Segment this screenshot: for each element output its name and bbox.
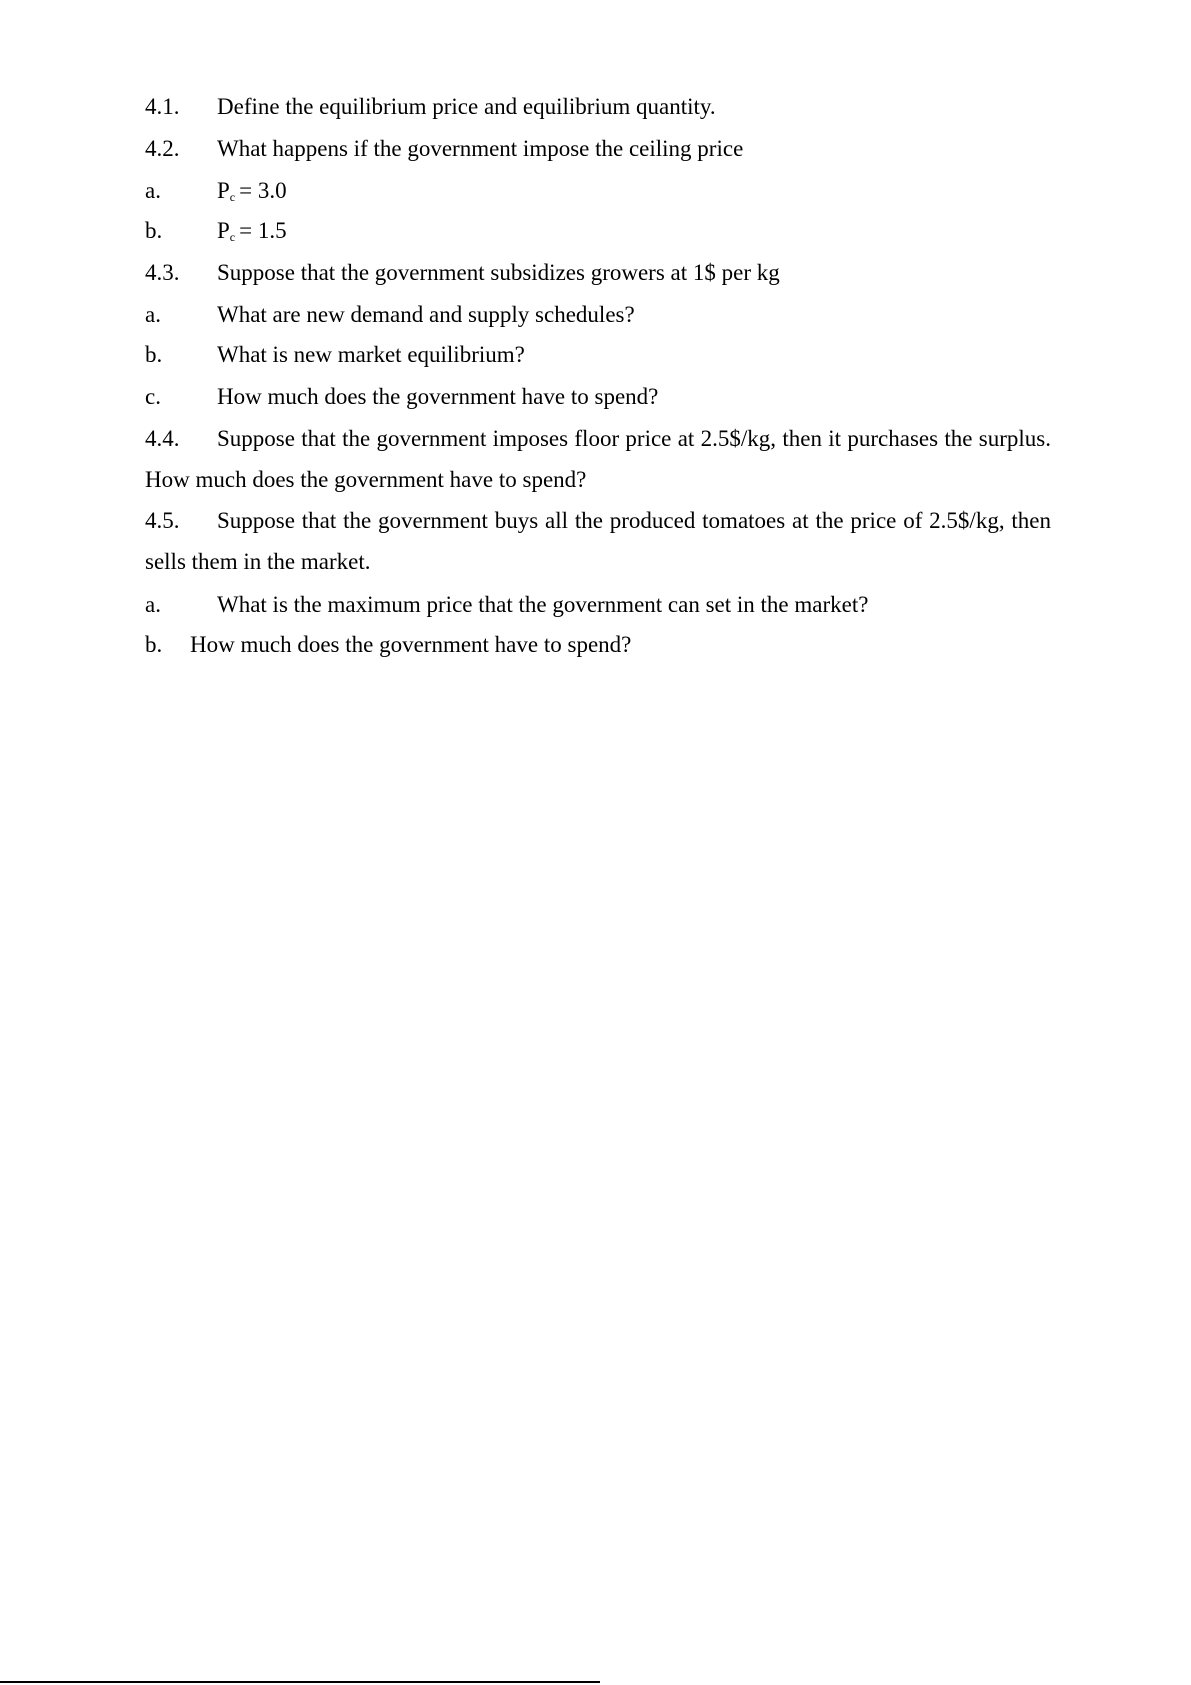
- question-text: Suppose that the government subsidizes growers at 1$ per kg: [217, 260, 780, 285]
- question-4-3-a: [145, 301, 635, 329]
- question-text: How much does the government have to spend?: [217, 384, 659, 409]
- price-subscript: c: [229, 190, 236, 204]
- question-text: What happens if the government impose the ceiling price: [217, 136, 744, 161]
- question-4-4: [145, 418, 1051, 500]
- question-4-2: [145, 135, 743, 163]
- price-subscript: c: [229, 230, 236, 244]
- item-letter: a.: [145, 302, 161, 327]
- question-number: 4.1.: [145, 94, 180, 119]
- question-text: What is new market equilibrium?: [217, 342, 525, 367]
- question-4-2-a: [145, 177, 287, 205]
- question-4-2-b: [145, 217, 287, 245]
- question-text: Suppose that the government buys all the produced tomatoes at the price of 2.5$/kg, then sells them in the market.: [145, 508, 1051, 574]
- question-number: 4.5.: [145, 508, 180, 533]
- question-number: 4.2.: [145, 136, 180, 161]
- price-value: = 3.0: [239, 178, 287, 203]
- price-value: = 1.5: [239, 218, 287, 243]
- footer-rule: [0, 1681, 600, 1683]
- question-text: Define the equilibrium price and equilibrium quantity.: [217, 94, 716, 119]
- item-letter: b.: [145, 342, 163, 367]
- question-4-5: [145, 500, 1051, 582]
- question-number: 4.4.: [145, 426, 180, 451]
- question-text: What are new demand and supply schedules?: [217, 302, 635, 327]
- question-4-5-b: [145, 631, 631, 659]
- item-letter: a.: [145, 592, 161, 617]
- question-4-3: [145, 259, 780, 287]
- item-letter: c.: [145, 384, 161, 409]
- question-text: How much does the government have to spend?: [190, 632, 632, 657]
- question-text: Suppose that the government imposes floor price at 2.5$/kg, then it purchases the surplus. How much does the government have to spend?: [145, 426, 1051, 492]
- question-number: 4.3.: [145, 260, 180, 285]
- item-letter: b.: [145, 632, 163, 657]
- item-letter: b.: [145, 218, 163, 243]
- question-4-5-a: [145, 591, 868, 619]
- price-symbol: P: [217, 178, 230, 203]
- question-4-1: [145, 93, 716, 121]
- item-letter: a.: [145, 178, 161, 203]
- question-4-3-b: [145, 341, 525, 369]
- question-4-3-c: [145, 383, 658, 411]
- question-text: What is the maximum price that the government can set in the market?: [217, 592, 869, 617]
- price-symbol: P: [217, 218, 230, 243]
